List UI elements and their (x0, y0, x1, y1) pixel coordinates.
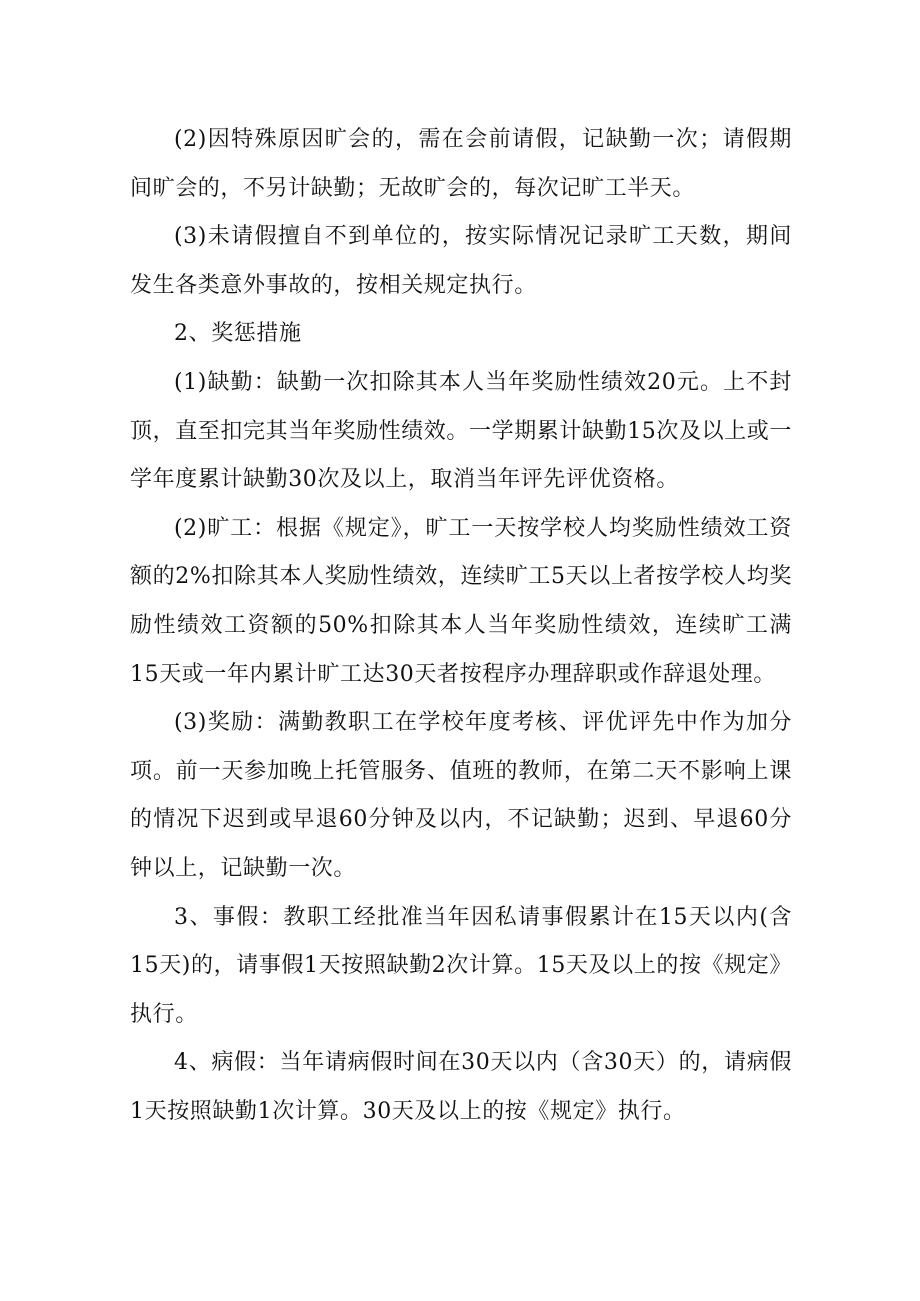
paragraph-rewards: (3)奖励：满勤教职工在学校年度考核、评优评先中作为加分项。前一天参加晚上托管服务、值班的教师，在第二天不影响上课的情况下迟到或早退60分钟及以内，不记缺勤；迟到、早退60分钟以上，记缺勤一次。 (130, 710, 792, 881)
paragraph-personal-leave: 3、事假：教职工经批准当年因私请事假累计在15天以内(含15天)的，请事假1天按照缺勤2次计算。15天及以上的按《规定》执行。 (130, 904, 792, 1027)
paragraph-unauthorized-absence: (3)未请假擅自不到单位的，按实际情况记录旷工天数，期间发生各类意外事故的，按相关规定执行。 (130, 224, 792, 298)
paragraph-absence-meeting: (2)因特殊原因旷会的，需在会前请假，记缺勤一次；请假期间旷会的，不另计缺勤；无故旷会的，每次记旷工半天。 (130, 127, 792, 201)
paragraph-sick-leave: 4、病假：当年请病假时间在30天以内（含30天）的，请病假1天按照缺勤1次计算。30天及以上的按《规定》执行。 (130, 1050, 792, 1124)
paragraph-truancy-penalty: (2)旷工：根据《规定》，旷工一天按学校人均奖励性绩效工资额的2%扣除其本人奖励性绩效，连续旷工5天以上者按学校人均奖励性绩效工资额的50%扣除其本人当年奖励性绩效，连续旷工满15天或一年内累计旷工达30天者按程序办理辞职或作辞退处理。 (130, 515, 792, 687)
paragraph-absence-penalty: (1)缺勤：缺勤一次扣除其本人当年奖励性绩效20元。上不封顶，直至扣完其当年奖励性绩效。一学期累计缺勤15次及以上或一学年度累计缺勤30次及以上，取消当年评先评优资格。 (130, 369, 792, 493)
document-body (130, 116, 792, 1136)
section-heading-rewards-penalties: 2、奖惩措施 (174, 321, 302, 347)
